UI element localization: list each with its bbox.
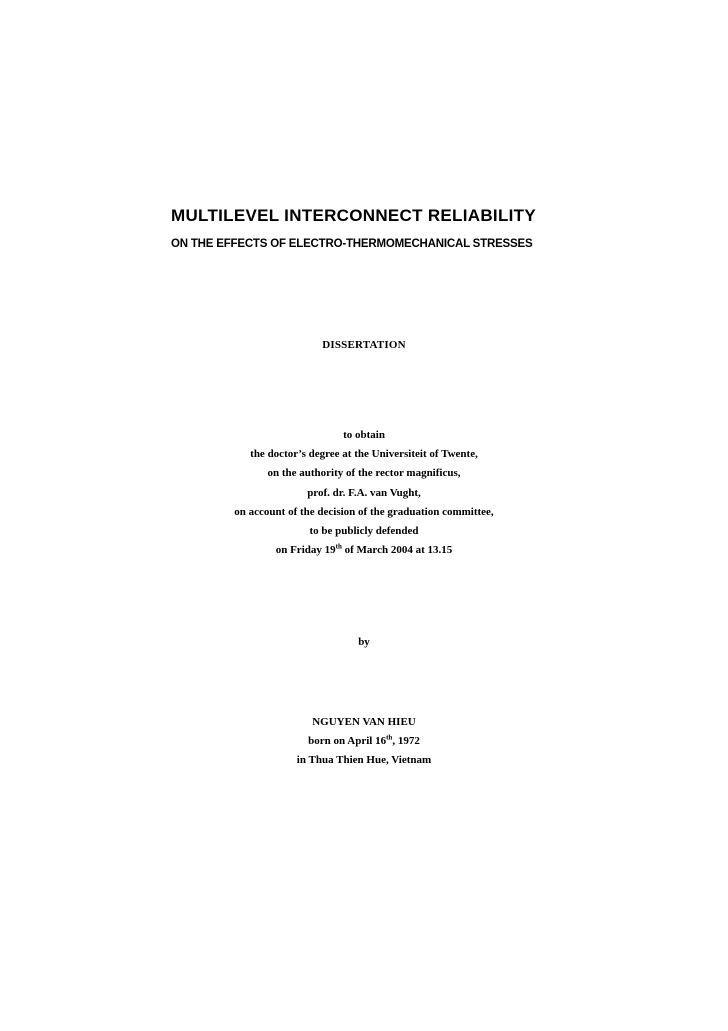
dissertation-label: DISSERTATION xyxy=(322,339,406,351)
author-name: NGUYEN VAN HIEU xyxy=(312,716,416,728)
author-born-rest: , 1972 xyxy=(392,735,420,748)
defended-line: to be publicly defended xyxy=(309,524,419,537)
by-label: by xyxy=(358,636,370,648)
authority-line: on the authority of the rector magnificus, xyxy=(267,467,461,480)
degree-line: the doctor’s degree at the Universiteit of Twente, xyxy=(250,448,478,461)
degree-statement xyxy=(0,426,728,560)
committee-line: on account of the decision of the graduation committee, xyxy=(234,505,494,518)
author-born-line xyxy=(0,732,728,751)
thesis-title: MULTILEVEL INTERCONNECT RELIABILITY xyxy=(171,206,536,225)
author-block xyxy=(0,713,728,771)
author-place: in Thua Thien Hue, Vietnam xyxy=(296,754,432,767)
author-born-prefix: born on April 16 xyxy=(308,735,387,748)
defense-date-rest: of March 2004 at 13.15 xyxy=(341,544,453,557)
defense-date-line xyxy=(0,541,728,560)
thesis-subtitle: ON THE EFFECTS OF ELECTRO-THERMOMECHANICAL STRESSES xyxy=(171,238,533,250)
defense-day-suffix: th xyxy=(335,542,342,551)
defense-date-prefix: on Friday 19 xyxy=(275,544,336,557)
author-born-day-suffix: th xyxy=(386,733,393,742)
rector-line: prof. dr. F.A. van Vught, xyxy=(307,486,421,499)
obtain-line: to obtain xyxy=(343,429,385,441)
